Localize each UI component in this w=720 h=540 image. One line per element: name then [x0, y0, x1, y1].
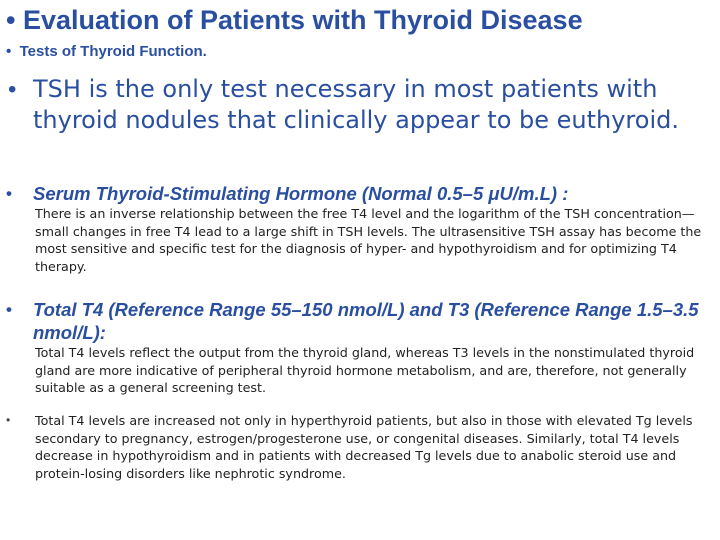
bullet-icon: •	[8, 76, 17, 103]
bullet-icon: •	[6, 5, 16, 35]
total-t4-section	[6, 298, 714, 397]
bullet-icon: •	[6, 413, 11, 427]
tsh-point	[8, 74, 716, 136]
subtitle	[6, 41, 207, 63]
bullet-icon: •	[6, 43, 12, 60]
slide-title	[6, 2, 583, 38]
title-text: Evaluation of Patients with Thyroid Disease	[22, 5, 583, 35]
t4-changes-text: Total T4 levels are increased not only in hyperthyroid patients, but also in those with elevated Tg levels secondary to pregnancy, estrogen/progesterone use, or congenital diseases. Similarly, total T4 levels decrease in hypothyroidism and in patients with decreased Tg levels due to anabolic steroid use and protein-losing disorders like nephrotic syndrome.	[35, 413, 693, 481]
total-t4-heading: Total T4 (Reference Range 55–150 nmol/L) and T3 (Reference Range 1.5–3.5 nmol/L):	[33, 299, 699, 343]
bullet-icon: •	[6, 184, 12, 203]
total-t4-text: Total T4 levels reflect the output from the thyroid gland, whereas T3 levels in the nonstimulated thyroid gland are more indicative of peripheral thyroid hormone metabolism, and are, therefore, not generally suitable as a general screening test.	[35, 345, 695, 395]
bullet-icon: •	[6, 300, 12, 319]
tsh-point-text: TSH is the only test necessary in most patients with thyroid nodules that clinically appear to be euthyroid.	[33, 75, 679, 134]
t4-changes-paragraph	[6, 412, 714, 482]
serum-tsh-section	[6, 182, 714, 275]
serum-tsh-heading: Serum Thyroid-Stimulating Hormone (Normal 0.5–5 μU/m.L) :	[33, 183, 569, 204]
serum-tsh-text: There is an inverse relationship between the free T4 level and the logarithm of the TSH concentration— small changes in free T4 lead to a large shift in TSH levels. The ultrasensitive TSH assay has become the most sensitive and specific test for the diagnosis of hyper- and hypothyroidism and for optimizing T4 therapy.	[35, 206, 702, 274]
subtitle-text: Tests of Thyroid Function.	[19, 43, 207, 60]
